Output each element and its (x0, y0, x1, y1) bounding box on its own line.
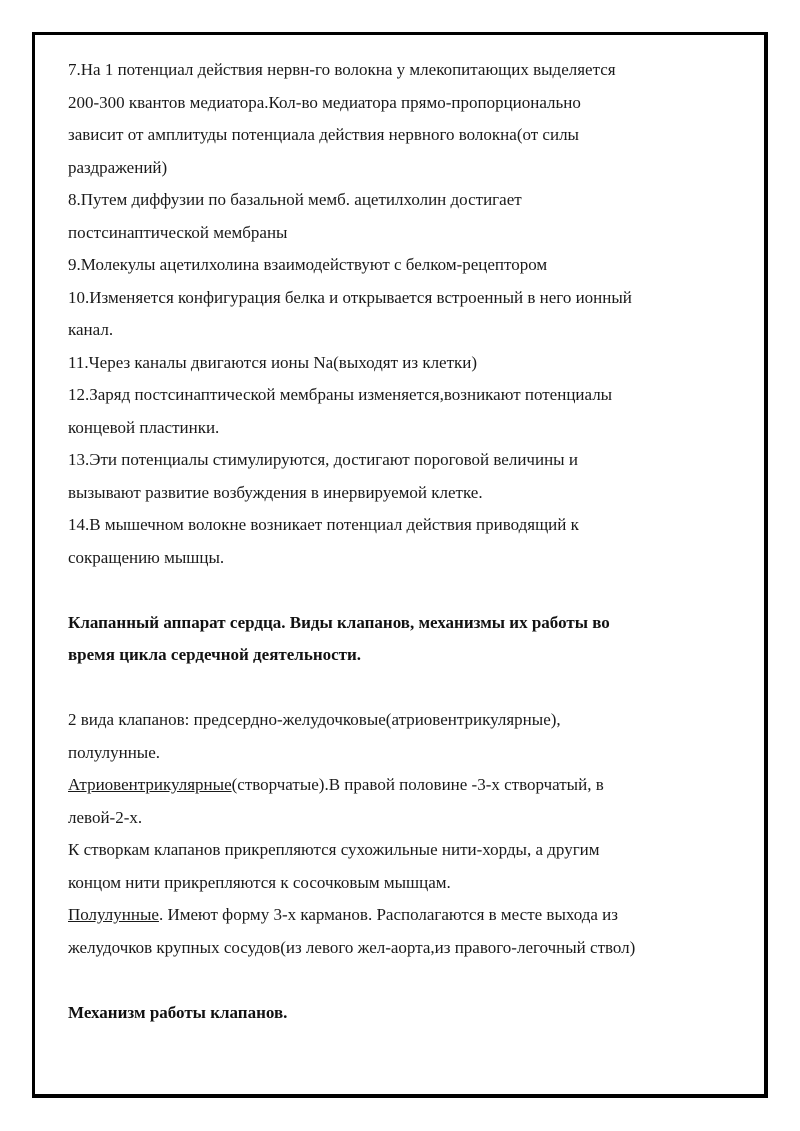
text-line: полулунные. (68, 742, 161, 762)
text-line: желудочков крупных сосудов(из левого жел-аорта,из правого-легочный ствол) (68, 937, 636, 957)
list-item-10 (68, 282, 732, 347)
text-line: 10.Изменяется конфигурация белка и открывается встроенный в него ионный (68, 287, 632, 307)
text-line: 13.Эти потенциалы стимулируются, достигают пороговой величины и (68, 450, 578, 469)
list-item-13 (68, 444, 732, 509)
text-run: . Имеют форму 3-х карманов. Располагаются в месте выхода из (158, 905, 618, 924)
text-line: 200-300 квантов медиатора.Кол-во медиатора прямо-пропорционально (68, 92, 581, 112)
text-line: 12.Заряд постсинаптической мембраны изменяется,возникают потенциалы (68, 385, 613, 404)
text-line: зависит от амплитуды потенциала действия нервного волокна(от силы (68, 125, 579, 144)
text-line (68, 769, 732, 802)
section-heading-valves (68, 607, 732, 672)
text-line: 2 вида клапанов: предсердно-желудочковые(атриовентрикулярные), (68, 710, 561, 729)
spacer (68, 964, 732, 997)
heading-line: время цикла сердечной деятельности. (68, 645, 362, 664)
text-line: концом нити прикрепляются к сосочковым мышцам. (68, 872, 451, 892)
text-line: раздражений) (68, 157, 168, 177)
text-line (68, 899, 732, 932)
document-body (68, 54, 732, 1029)
text-run: (створчатые).В правой половине -3-х створчатый, в (231, 775, 604, 794)
list-item-9 (68, 249, 732, 282)
text-line: сокращению мышцы. (68, 547, 225, 567)
text-line: 9.Молекулы ацетилхолина взаимодействуют с белком-рецептором (68, 255, 548, 274)
spacer (68, 574, 732, 607)
text-line: 8.Путем диффузии по базальной мемб. ацетилхолин достигает (68, 190, 522, 209)
text-line: 14.В мышечном волокне возникает потенциал действия приводящий к (68, 515, 579, 534)
paragraph-av-valves (68, 769, 732, 834)
text-line: К створкам клапанов прикрепляются сухожильные нити-хорды, а другим (68, 840, 600, 859)
text-line: канал. (68, 320, 114, 339)
text-line: 11.Через каналы двигаются ионы Na(выходят из клетки) (68, 352, 478, 372)
text-line: вызывают развитие возбуждения в инервируемой клетке. (68, 482, 483, 502)
paragraph-semilunar (68, 899, 732, 964)
list-item-12 (68, 379, 732, 444)
text-line: 7.На 1 потенциал действия нервн-го волокна у млекопитающих выделяется (68, 60, 616, 79)
text-line: левой-2-х. (68, 807, 143, 827)
text-line: концевой пластинки. (68, 417, 220, 437)
list-item-11 (68, 347, 732, 380)
spacer (68, 672, 732, 705)
paragraph-valve-types (68, 704, 732, 769)
underlined-term: Полулунные (68, 905, 159, 924)
section-heading-mechanism: Механизм работы клапанов. (68, 1002, 288, 1022)
text-line: постсинаптической мембраны (68, 222, 288, 242)
underlined-term: Атриовентрикулярные (68, 775, 232, 794)
paragraph-chordae (68, 834, 732, 899)
heading-line: Клапанный аппарат сердца. Виды клапанов, механизмы их работы во (68, 612, 610, 632)
list-item-8 (68, 184, 732, 249)
list-item-7 (68, 54, 732, 184)
list-item-14 (68, 509, 732, 574)
